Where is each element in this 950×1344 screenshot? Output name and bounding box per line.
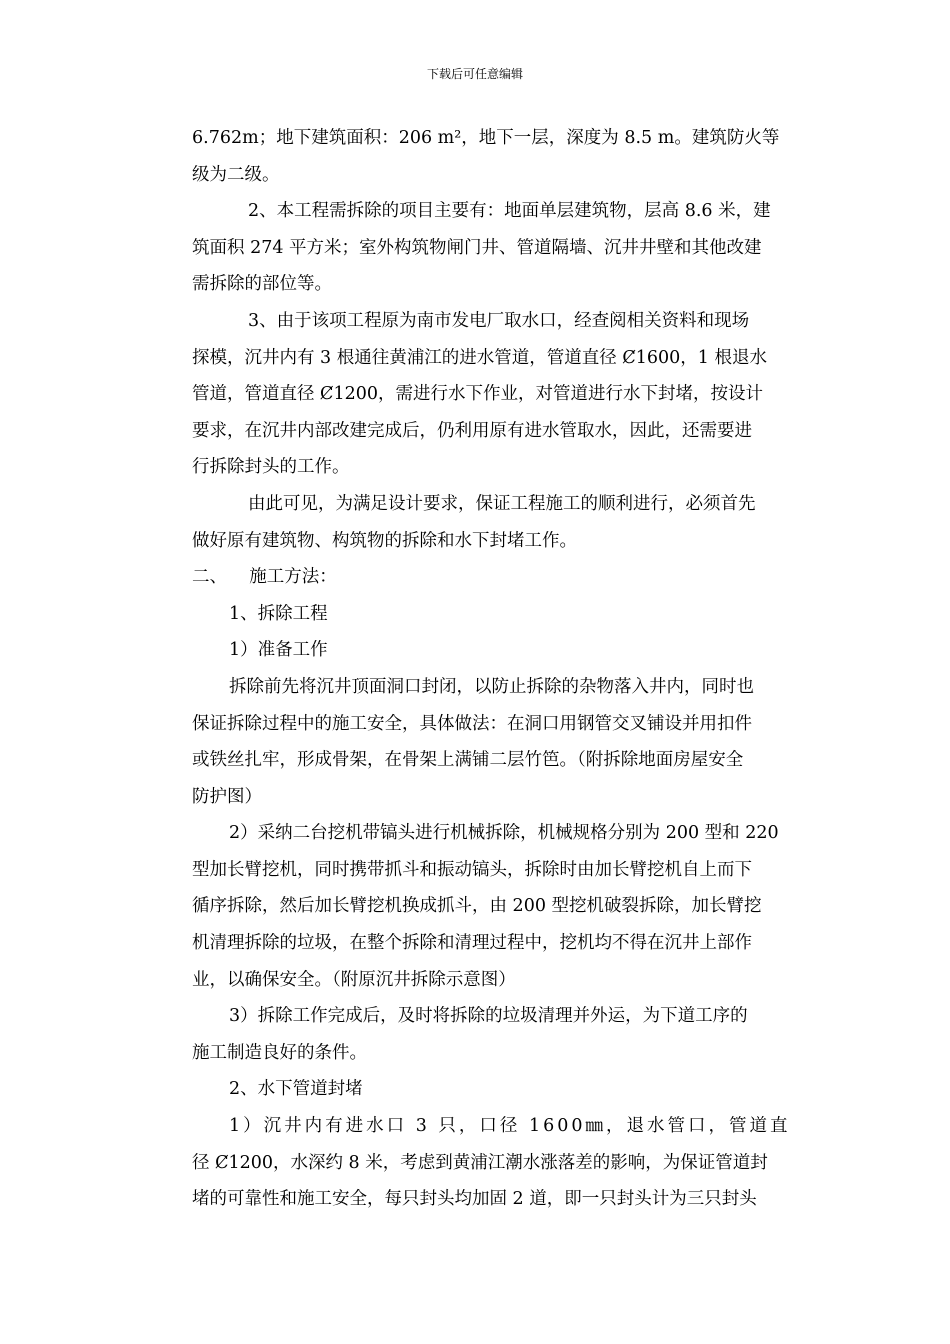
text-line: 1）准备工作 [229,640,328,661]
text-line: 需拆除的部位等。 [192,274,332,295]
text-line: 径 Ȼ1200，水深约 8 米，考虑到黄浦江潮水涨落差的影响，为保证管道封 [192,1152,768,1173]
document-body [192,120,804,1218]
text-line: 3）拆除工作完成后，及时将拆除的垃圾清理并外运，为下道工序的 [229,1006,748,1027]
text-line: 行拆除封头的工作。 [192,457,350,478]
text-line: 型加长臂挖机，同时携带抓斗和振动镐头，拆除时由加长臂挖机自上而下 [192,859,752,880]
text-line: 保证拆除过程中的施工安全，具体做法：在洞口用钢管交叉铺设并用扣件 [192,713,752,734]
text-line: 级为二级。 [192,164,280,185]
text-line: 2）采纳二台挖机带镐头进行机械拆除，机械规格分别为 200 型和 220 [229,823,779,844]
text-line: 管道，管道直径 Ȼ1200，需进行水下作业，对管道进行水下封堵，按设计 [192,384,763,405]
text-line: 6.762m；地下建筑面积：206 m²，地下一层，深度为 8.5 m。建筑防火等 [192,128,780,148]
text-line: 拆除前先将沉井顶面洞口封闭，以防止拆除的杂物落入井内，同时也 [229,676,754,697]
text-line: 防护图） [192,786,262,807]
text-line: 做好原有建筑物、构筑物的拆除和水下封堵工作。 [192,530,577,551]
text-line: 机清理拆除的垃圾，在整个拆除和清理过程中，挖机均不得在沉井上部作 [192,933,752,954]
text-line: 探模，沉井内有 3 根通往黄浦江的进水管道，管道直径 Ȼ1600，1 根退水 [192,347,767,368]
text-line: 3、由于该项工程原为南市发电厂取水口，经查阅相关资料和现场 [248,310,750,331]
text-line: 施工制造良好的条件。 [192,1042,367,1063]
text-line: 二、 施工方法： [192,567,337,588]
text-line: 1、拆除工程 [229,603,328,624]
text-line: 2、本工程需拆除的项目主要有：地面单层建筑物，层高 8.6 米，建 [248,201,771,222]
text-line: 要求，在沉井内部改建完成后，仍利用原有进水管取水，因此，还需要进 [192,420,752,441]
text-line: 业，以确保安全。（附原沉井拆除示意图） [192,969,516,990]
text-line: 堵的可靠性和施工安全，每只封头均加固 2 道，即一只封头计为三只封头 [192,1189,757,1210]
text-line: 循序拆除，然后加长臂挖机换成抓斗，由 200 型挖机破裂拆除，加长臂挖 [192,896,762,917]
text-line: 2、水下管道封堵 [229,1079,363,1100]
text-line: 筑面积 274 平方米；室外构筑物闸门井、管道隔墙、沉井井壁和其他改建 [192,237,762,258]
page-header: 下载后可任意编辑 [426,67,523,81]
text-line: 或铁丝扎牢，形成骨架，在骨架上满铺二层竹笆。（附拆除地面房屋安全 [192,750,744,771]
text-line: 由此可见，为满足设计要求，保证工程施工的顺利进行，必须首先 [248,493,756,514]
text-line: 1）沉井内有进水口 3 只，口径 1600㎜，退水管口，管道直 [229,1116,791,1137]
